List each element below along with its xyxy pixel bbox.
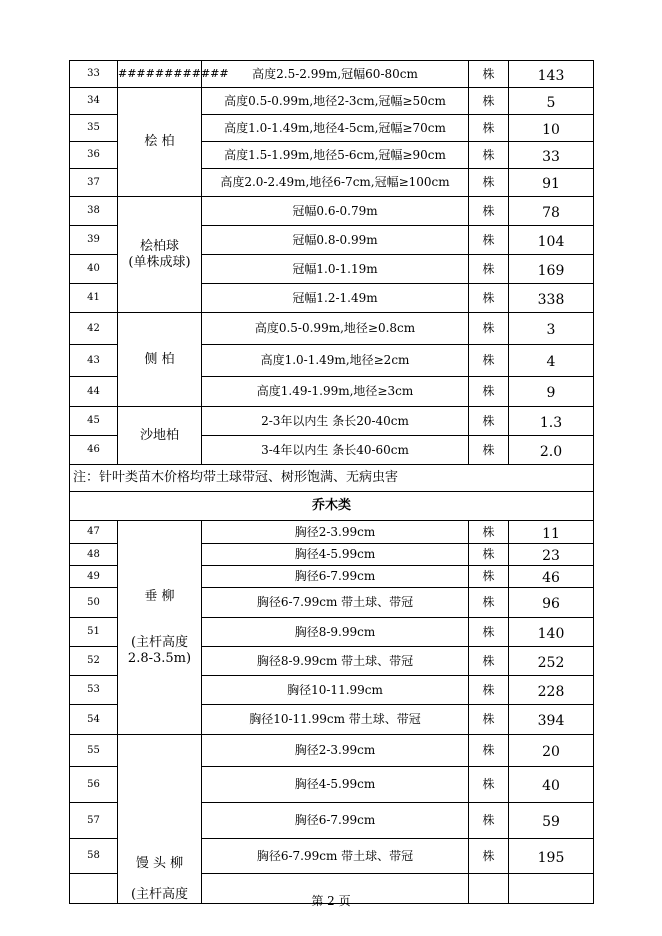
unit-cell: 株 (469, 142, 509, 169)
unit-cell: 株 (469, 436, 509, 465)
price-cell: 20 (509, 735, 594, 767)
price-cell: 104 (509, 226, 594, 255)
row-number: 48 (70, 544, 118, 566)
row-number: 52 (70, 647, 118, 676)
variety-mantouliu (118, 735, 202, 904)
row-number: 49 (70, 566, 118, 588)
unit-cell: 株 (469, 61, 509, 88)
spec-cell: 胸径6-7.99cm (202, 566, 469, 588)
row-number: 39 (70, 226, 118, 255)
spec-cell: 高度1.0-1.49m,地径4-5cm,冠幅≥70cm (202, 115, 469, 142)
section-row (70, 492, 594, 521)
row-number: 40 (70, 255, 118, 284)
variety-note: (单株成球) (128, 254, 191, 270)
spec-cell: 冠幅0.6-0.79m (202, 197, 469, 226)
unit-cell: 株 (469, 676, 509, 705)
spec-cell: 胸径6-7.99cm 带土球、带冠 (202, 839, 469, 874)
price-cell: 228 (509, 676, 594, 705)
table-row (70, 521, 594, 544)
variety-chuiliu (118, 521, 202, 735)
variety-name: 垂 柳 (144, 588, 175, 604)
spec-cell: 2-3年以内生 条长20-40cm (202, 407, 469, 436)
row-number: 43 (70, 345, 118, 377)
unit-cell: 株 (469, 705, 509, 735)
spec-cell: 高度2.5-2.99m,冠幅60-80cm (202, 61, 469, 88)
table-row (70, 88, 594, 115)
row-number: 35 (70, 115, 118, 142)
row-number: 58 (70, 839, 118, 874)
price-cell: 5 (509, 88, 594, 115)
price-cell: 338 (509, 284, 594, 313)
price-cell: 4 (509, 345, 594, 377)
spec-cell: 胸径10-11.99cm (202, 676, 469, 705)
variety-shadibai: 沙地柏 (118, 407, 202, 465)
unit-cell: 株 (469, 839, 509, 874)
table-row (70, 407, 594, 436)
note-row (70, 465, 594, 492)
variety-note: (主杆高度 (130, 635, 189, 651)
price-cell: 59 (509, 803, 594, 839)
row-number: 37 (70, 169, 118, 197)
row-number: 38 (70, 197, 118, 226)
spec-cell: 胸径8-9.99cm (202, 618, 469, 647)
unit-cell: 株 (469, 226, 509, 255)
price-cell: 169 (509, 255, 594, 284)
spec-cell: 胸径8-9.99cm 带土球、带冠 (202, 647, 469, 676)
variety-cebai: 侧 柏 (118, 313, 202, 407)
price-cell: 40 (509, 767, 594, 803)
unit-cell: 株 (469, 377, 509, 407)
unit-cell: 株 (469, 255, 509, 284)
price-cell: 96 (509, 588, 594, 618)
unit-cell: 株 (469, 345, 509, 377)
unit-cell: 株 (469, 803, 509, 839)
unit-cell: 株 (469, 407, 509, 436)
variety-note: (主杆高度 (130, 887, 189, 903)
price-cell: 394 (509, 705, 594, 735)
spec-cell: 胸径2-3.99cm (202, 735, 469, 767)
spec-cell: 高度1.0-1.49m,地径≥2cm (202, 345, 469, 377)
table-row (70, 61, 594, 88)
price-cell: 140 (509, 618, 594, 647)
variety-guibaiqiu (118, 197, 202, 313)
variety-name: 桧柏球 (139, 238, 179, 254)
page-footer: 第 2 页 (311, 894, 351, 908)
price-cell: 33 (509, 142, 594, 169)
price-cell: 23 (509, 544, 594, 566)
row-number: 57 (70, 803, 118, 839)
unit-cell: 株 (469, 647, 509, 676)
price-cell: 91 (509, 169, 594, 197)
spec-cell: 高度0.5-0.99m,地径2-3cm,冠幅≥50cm (202, 88, 469, 115)
row-number: 45 (70, 407, 118, 436)
row-number: 41 (70, 284, 118, 313)
spec-cell: 胸径4-5.99cm (202, 544, 469, 566)
spec-cell: 冠幅1.0-1.19m (202, 255, 469, 284)
price-cell: 252 (509, 647, 594, 676)
price-cell: 9 (509, 377, 594, 407)
row-number: 53 (70, 676, 118, 705)
spec-cell: 冠幅0.8-0.99m (202, 226, 469, 255)
price-cell: 11 (509, 521, 594, 544)
row-number: 36 (70, 142, 118, 169)
unit-cell: 株 (469, 588, 509, 618)
row-number: 51 (70, 618, 118, 647)
spec-cell: 胸径6-7.99cm 带土球、带冠 (202, 588, 469, 618)
spec-cell: 胸径10-11.99cm 带土球、带冠 (202, 705, 469, 735)
unit-cell: 株 (469, 566, 509, 588)
unit-cell: 株 (469, 115, 509, 142)
spec-cell: 高度1.49-1.99m,地径≥3cm (202, 377, 469, 407)
row-number: 46 (70, 436, 118, 465)
unit-cell: 株 (469, 197, 509, 226)
row-number: 50 (70, 588, 118, 618)
row-number: 47 (70, 521, 118, 544)
price-cell: 78 (509, 197, 594, 226)
unit-cell: 株 (469, 521, 509, 544)
price-cell: 10 (509, 115, 594, 142)
variety-name: 馒 头 柳 (135, 856, 184, 872)
row-number: 55 (70, 735, 118, 767)
unit-cell: 株 (469, 767, 509, 803)
section-title: 乔木类 (70, 492, 594, 521)
price-cell: 143 (509, 61, 594, 88)
unit-cell: 株 (469, 88, 509, 115)
unit-cell: 株 (469, 544, 509, 566)
unit-cell: 株 (469, 284, 509, 313)
price-cell: 195 (509, 839, 594, 874)
row-number: 56 (70, 767, 118, 803)
table-row (70, 735, 594, 767)
row-number: 33 (70, 61, 118, 88)
unit-cell: 株 (469, 618, 509, 647)
price-table (69, 60, 594, 904)
row-number: 54 (70, 705, 118, 735)
variety-note: 2.8-3.5m) (127, 650, 192, 666)
price-cell: 2.0 (509, 436, 594, 465)
row-number: 44 (70, 377, 118, 407)
spec-cell: 胸径2-3.99cm (202, 521, 469, 544)
variety-guibai: 桧 柏 (118, 88, 202, 197)
spec-cell: 3-4年以内生 条长40-60cm (202, 436, 469, 465)
price-cell: 1.3 (509, 407, 594, 436)
table-row (70, 313, 594, 345)
variety-cell: ############ (118, 61, 202, 88)
spec-cell: 胸径4-5.99cm (202, 767, 469, 803)
spec-cell: 高度2.0-2.49m,地径6-7cm,冠幅≥100cm (202, 169, 469, 197)
unit-cell: 株 (469, 169, 509, 197)
table-row (70, 197, 594, 226)
unit-cell: 株 (469, 735, 509, 767)
price-cell: 46 (509, 566, 594, 588)
spec-cell: 胸径6-7.99cm (202, 803, 469, 839)
row-number: 34 (70, 88, 118, 115)
note-text: 注：针叶类苗木价格均带土球带冠、树形饱满、无病虫害 (70, 465, 594, 492)
spec-cell: 高度1.5-1.99m,地径5-6cm,冠幅≥90cm (202, 142, 469, 169)
spec-cell: 高度0.5-0.99m,地径≥0.8cm (202, 313, 469, 345)
price-cell: 3 (509, 313, 594, 345)
spec-cell: 冠幅1.2-1.49m (202, 284, 469, 313)
row-number: 42 (70, 313, 118, 345)
unit-cell: 株 (469, 313, 509, 345)
